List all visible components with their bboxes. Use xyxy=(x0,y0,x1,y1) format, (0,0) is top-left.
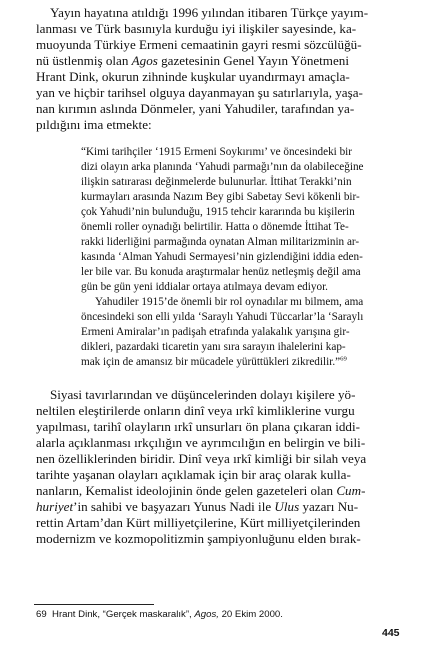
quote-line: önemli roller oynadığı belirtilir. Hatta o dönemde İttihat Te- xyxy=(81,221,349,233)
paragraph-line: lanması ve Türk basınıyla kurduğu iyi ilişkiler sayesinde, ka- xyxy=(36,21,357,36)
footnote xyxy=(36,609,283,621)
paragraph-line: nanların, Kemalist ideolojinin önde gelen gazeteleri olan Cum- xyxy=(36,483,366,498)
paragraph-line: nan kırımın aslında Dönmeler, yani Yahudiler, tarafından ya- xyxy=(36,101,355,116)
paragraph-line: muoyunda Türkiye Ermeni cemaatinin gayri resmi sözcülüğü- xyxy=(36,37,362,52)
footnote-number: 69 xyxy=(36,609,47,620)
paragraph-line: rettin Artam’dan Kürt milliyetçilerine, Kürt milliyetçilerinden xyxy=(36,515,361,530)
paragraph-line: yan ve hiçbir tarihsel olguya dayanmayan şu satırlarıyla, yaşa- xyxy=(36,85,363,100)
footnote-source: Agos, xyxy=(194,609,219,620)
paragraph-line: nü üstlenmiş olan Agos gazetesinin Genel Yayın Yönetmeni xyxy=(36,53,349,68)
paragraph-line: modernizm ve kozmopolitizmin şampiyonluğunu elden bırak- xyxy=(36,531,361,546)
footnote-divider xyxy=(34,604,154,605)
footnote-date: 20 Ekim 2000. xyxy=(221,609,283,620)
quote-line: öncesindeki son elli yılda ‘Saraylı Yahudi Tüccarlar’la ‘Saraylı xyxy=(81,311,364,323)
quote-line xyxy=(81,355,347,369)
quote-line: gün be gün yeni iddialar ortaya atılmaya devam ediyor. xyxy=(81,281,328,293)
paragraph-line: pıldığını ima etmekte: xyxy=(36,117,152,132)
quote-line: çok Yahudi’nin bulunduğu, 1915 tehcir kararında bu kişilerin xyxy=(81,206,355,218)
page-number: 445 xyxy=(382,627,400,639)
quote-line: rakki liderliğini parmağında oynatan Alman militarizminin ar- xyxy=(81,236,360,248)
quote-line: dizi olayın arka planında ‘Yahudi parmağı’nın da olabileceğine xyxy=(81,161,364,173)
paragraph-line: alarla açıklanması ırkçılığın ve ayrımcılığın en belirgin ve bili- xyxy=(36,435,366,450)
paragraph-line: tarihte yaşanan olayları açıklamak için bir araç olarak kulla- xyxy=(36,467,351,482)
paragraph-line: nen özelliklerinden biridir. Dinî veya ırkî kimliği bir silah veya xyxy=(36,451,367,466)
paragraph-line: yapılması, tarihî olayların ırkî unsurları ön plana çıkaran iddi- xyxy=(36,419,360,434)
quote-line: Ermeni Amiralar’ın padişah etrafında yalakalık yarışına gir- xyxy=(81,326,350,338)
quote-line: ilişkin satırarası değinmelerde bulunurlar. İttihat Terakki’nin xyxy=(81,176,352,188)
paragraph-line: Yayın hayatına atıldığı 1996 yılından itibaren Türkçe yayım- xyxy=(50,5,369,20)
paragraph-line: neltilen eleştirilerde onların dinî veya ırkî kimliklerine vurgu xyxy=(36,403,355,418)
paragraph-line: huriyet’in sahibi ve başyazarı Yunus Nadi ile Ulus yazarı Nu- xyxy=(36,499,359,514)
quote-line: kasında ‘Alman Yahudi Sermayesi’nin gizlendiğini iddia eden- xyxy=(81,251,363,263)
paragraph-line: Hrant Dink, okurun zihninde kuşkular uyandırmayı amaçla- xyxy=(36,69,350,84)
quote-line-text: mak için de amansız bir mücadele yürüttükleri zikredilir.” xyxy=(81,356,341,368)
footnote-title: “Gerçek maskaralık”, xyxy=(102,609,192,620)
quote-line: ler bile var. Bu konuda araştırmalar henüz netleşmiş değil ama xyxy=(81,266,361,278)
quote-line: Yahudiler 1915’de önemli bir rol oynadılar mı bilmem, ama xyxy=(95,296,364,308)
paragraph-line: Siyasi tavırlarından ve düşüncelerinden dolayı kişilere yö- xyxy=(50,387,356,402)
footnote-author: Hrant Dink, xyxy=(52,609,100,620)
quote-line: dikleri, pazardaki ticaretin yanı sıra sarayın ihalelerini kap- xyxy=(81,341,346,353)
quote-line: “Kimi tarihçiler ‘1915 Ermeni Soykırımı’ ve öncesindeki bir xyxy=(81,146,353,158)
footnote-reference[interactable]: 69 xyxy=(340,355,347,363)
quote-line: kurmayları arasında Nazım Bey gibi Sabetay Sevi kökenli bir- xyxy=(81,191,360,203)
